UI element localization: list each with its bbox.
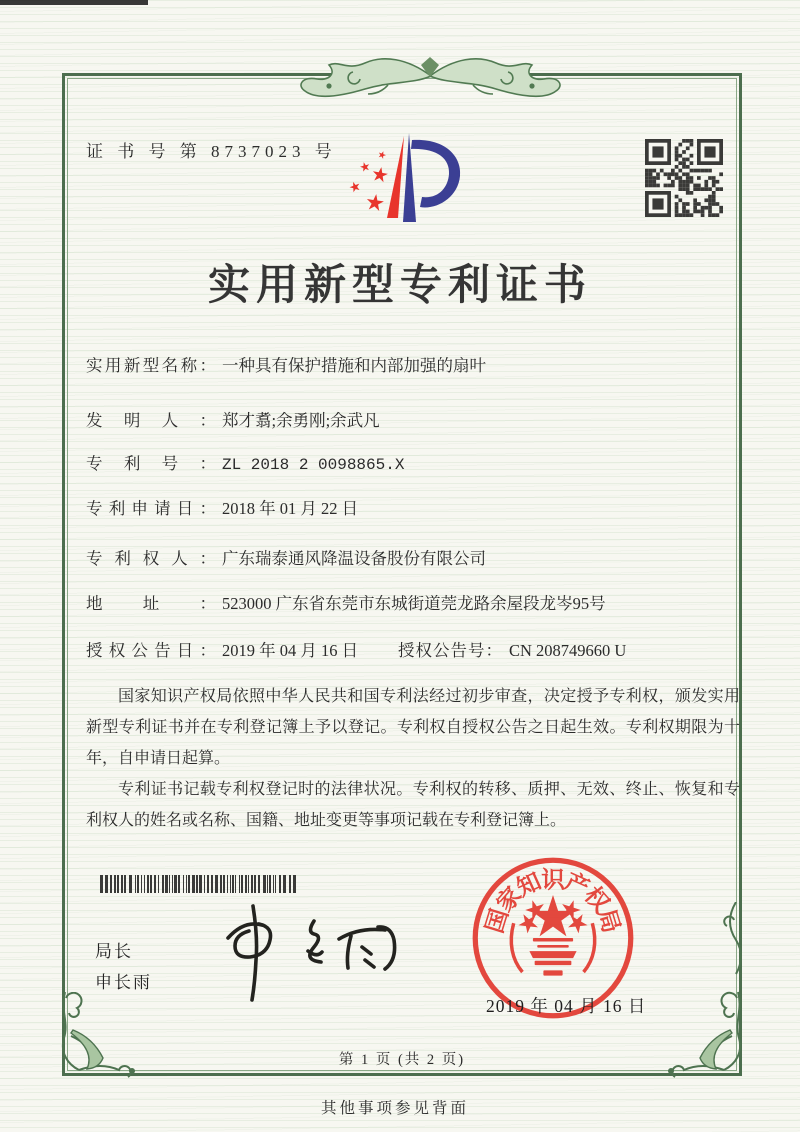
field-filing-date: [86, 495, 358, 519]
field-label: 授权公告日：: [86, 641, 216, 660]
field-inventors: [86, 407, 380, 431]
scan-edge-artifact: [0, 0, 148, 5]
barcode: [100, 875, 300, 893]
field-label: 专利权人：: [86, 549, 216, 568]
field-value: 广东瑞泰通风降温设备股份有限公司: [222, 549, 486, 568]
signer-title: 局长: [95, 942, 133, 961]
field-value: 2018 年 01 月 22 日: [222, 499, 359, 518]
field-address: [86, 590, 606, 614]
field-label: 专利申请日：: [86, 499, 216, 518]
svg-text:国: 国: [481, 906, 514, 937]
logo-p-bowl: [411, 140, 460, 208]
field-label: 发明人：: [86, 411, 216, 430]
top-flourish-ornament: [283, 50, 578, 108]
field-invention-name: [86, 352, 486, 376]
signature-shen-changyu: [212, 894, 407, 1012]
field-value: ZL 2018 2 0098865.X: [222, 456, 405, 474]
field-value: CN 208749660 U: [509, 641, 627, 660]
cnipa-logo: [332, 126, 472, 236]
body-paragraph: 国家知识产权局依照中华人民共和国专利法经过初步审查，决定授予专利权，颁发实用新型专利证书并在专利登记簿上予以登记。专利权自授权公告之日起生效。专利权期限为十年，自申请日起算。: [86, 688, 740, 767]
field-value: 2019 年 04 月 16 日: [222, 641, 359, 660]
field-patentee: [86, 545, 486, 569]
field-label: 专利号：: [86, 454, 216, 473]
body-paragraph: 专利证书记载专利权登记时的法律状况。专利权的转移、质押、无效、终止、恢复和专利权人的姓名或名称、国籍、地址变更等事项记载在专利登记簿上。: [86, 781, 740, 829]
svg-text:权: 权: [578, 882, 614, 918]
svg-text:局: 局: [592, 906, 625, 937]
qr-code: [645, 139, 723, 217]
field-value: 郑才翥;余勇刚;余武凡: [222, 411, 380, 430]
signer-name: 申长雨: [95, 973, 152, 992]
page-number: 第 1 页 (共 2 页): [338, 1052, 466, 1068]
signer-block: [95, 936, 152, 998]
logo-red-wedge: [387, 136, 404, 218]
svg-text:识: 识: [541, 867, 565, 894]
field-value: 523000 广东省东莞市东城街道莞龙路余屋段龙岑95号: [222, 594, 606, 613]
svg-text:产: 产: [560, 868, 593, 903]
svg-text:家: 家: [492, 882, 528, 918]
logo-stars: [348, 150, 389, 211]
field-grant: [86, 637, 627, 661]
certificate-body-text: [86, 681, 740, 836]
certificate-title: 实用新型专利证书: [207, 263, 592, 309]
field-label: 实用新型名称：: [86, 356, 216, 375]
seal-national-emblem: [511, 905, 594, 975]
field-value: 一种具有保护措施和内部加强的扇叶: [222, 356, 486, 375]
field-patent-number: [86, 450, 404, 474]
back-side-note: 其他事项参见背面: [320, 1100, 469, 1117]
certificate-number: 证 书 号 第 8737023 号: [86, 142, 337, 161]
field-grant-number: [398, 637, 626, 661]
seal-date: 2019 年 04 月 16 日: [486, 996, 647, 1016]
field-label: 授权公告号：: [398, 641, 503, 660]
field-label: 地址：: [86, 594, 216, 613]
svg-text:知: 知: [513, 868, 546, 903]
